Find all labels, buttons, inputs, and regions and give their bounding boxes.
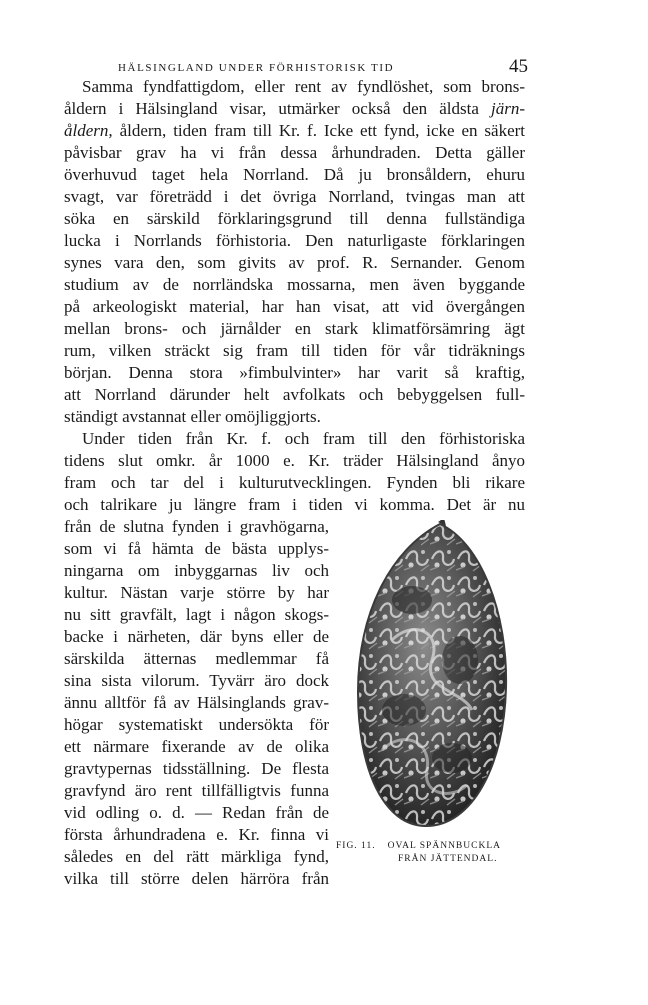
text-line: nu sitt gravfält, lagt i någon skogs- bbox=[64, 605, 329, 624]
text-line: ständigt avstannat eller omöjliggjorts. bbox=[64, 407, 321, 426]
text-line: lucka i Norrlands förhistoria. Den naturligaste förklaringen bbox=[64, 231, 525, 250]
caption-line-2: FRÅN JÄTTENDAL. bbox=[398, 854, 498, 864]
text-line: överhuvud taget hela Norrland. Då ju bronsåldern, ehuru bbox=[64, 165, 525, 184]
text-line: åldern i Hälsingland visar, utmärker också den äldsta järn- bbox=[64, 99, 525, 118]
text-line: kultur. Nästan varje större by har bbox=[64, 583, 329, 602]
text-line: synes vara den, som givits av prof. R. Sernander. Genom bbox=[64, 253, 525, 272]
text-line: särskilda ätternas medlemmar få bbox=[64, 649, 329, 668]
text-line: gravfynd äro rent tillfälligtvis funna bbox=[64, 781, 329, 800]
text-line: vilka till större delen härröra från bbox=[64, 869, 329, 888]
oval-brooch-image bbox=[352, 520, 510, 830]
text-line: svagt, var företrädd i det övriga Norrland, tvingas man att bbox=[64, 187, 525, 206]
text-line: gravtypernas tidsställning. De flesta bbox=[64, 759, 329, 778]
text-line: högar systematiskt undersökta för bbox=[64, 715, 329, 734]
text-line: ningarna om inbyggarnas liv och bbox=[64, 561, 329, 580]
text-line: från de slutna fynden i gravhögarna, bbox=[64, 517, 329, 536]
text-line: således en del rätt märkliga fynd, bbox=[64, 847, 329, 866]
text-line: påvisbar grav ha vi från dessa århundraden. Detta gäller bbox=[64, 143, 525, 162]
text-line: söka en särskild förklaringsgrund till denna fullständiga bbox=[64, 209, 525, 228]
text-line: på arkeologiskt material, har han visat, att vid övergången bbox=[64, 297, 525, 316]
text-line: åldern, åldern, tiden fram till Kr. f. Icke ett fynd, icke en säkert bbox=[64, 121, 525, 140]
text-line: som vi få hämta de bästa upplys- bbox=[64, 539, 329, 558]
text-line: mellan brons- och järnålder en stark klimatförsämring ägt bbox=[64, 319, 525, 338]
text-line: att Norrland därunder helt avfolkats och bebyggelsen full- bbox=[64, 385, 525, 404]
text-line: tidens slut omkr. år 1000 e. Kr. träder Hälsingland ånyo bbox=[64, 451, 525, 470]
italic-word: åldern, bbox=[64, 121, 113, 140]
text-line: och talrikare ju längre fram i tiden vi komma. Det är nu bbox=[64, 495, 525, 514]
caption-line-1: OVAL SPÄNNBUCKLA bbox=[387, 841, 501, 851]
text-line: fram och tar del i kulturutvecklingen. Fynden bli rikare bbox=[64, 473, 525, 492]
text-line: rum, vilken sträckt sig fram till tiden för vår tidräknings bbox=[64, 341, 525, 360]
text-line: backe i närheten, där byns eller de bbox=[64, 627, 329, 646]
text-line: Samma fyndfattigdom, eller rent av fyndlöshet, som brons- bbox=[82, 77, 525, 96]
italic-word: järn- bbox=[491, 99, 525, 118]
text-line: sina sista vilorum. Tyvärr äro dock bbox=[64, 671, 329, 690]
text-line: ännu alltför få av Hälsinglands grav- bbox=[64, 693, 329, 712]
figure-oval-brooch bbox=[352, 520, 510, 830]
page-number: 45 bbox=[509, 56, 528, 77]
text-line: första århundradena e. Kr. finna vi bbox=[64, 825, 329, 844]
text-line: Under tiden från Kr. f. och fram till den förhistoriska bbox=[82, 429, 525, 448]
figure-caption bbox=[336, 840, 536, 866]
text-line: ett närmare fixerande av de olika bbox=[64, 737, 329, 756]
running-head: HÄLSINGLAND UNDER FÖRHISTORISK TID bbox=[118, 62, 395, 74]
text-line: vid odling o. d. — Redan från de bbox=[64, 803, 329, 822]
figure-label: FIG. 11. bbox=[336, 841, 376, 851]
text-line: studium av de norrländska mossarna, men även byggande bbox=[64, 275, 525, 294]
text-line: början. Denna stora »fimbulvinter» har varit så kraftig, bbox=[64, 363, 525, 382]
